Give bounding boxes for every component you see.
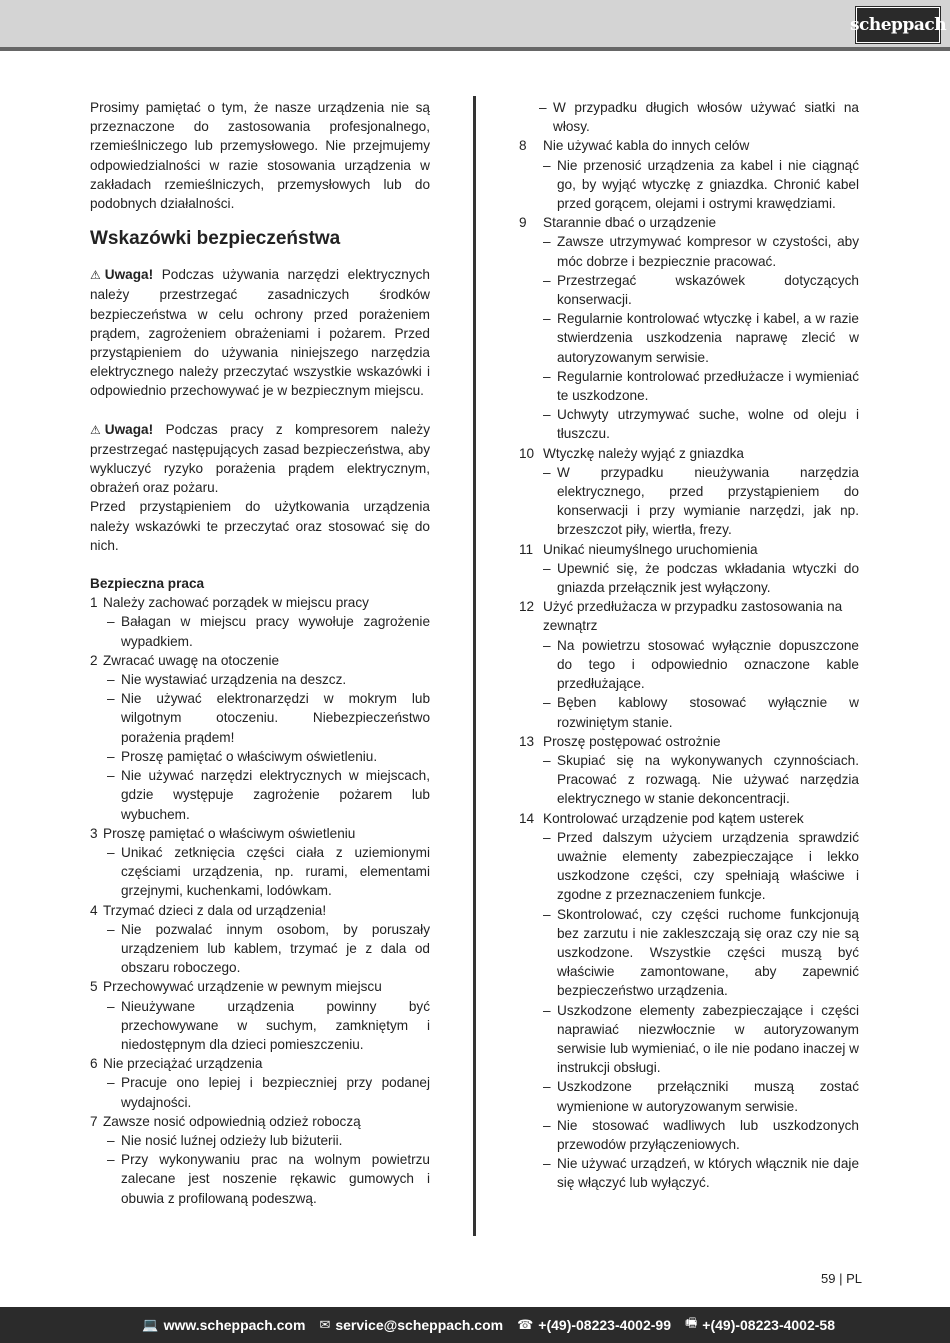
warning-label: Uwaga!	[104, 267, 154, 283]
list-bullet	[519, 463, 859, 540]
item-title: Starannie dbać o urządzenie	[543, 215, 717, 231]
dash-marker: –	[107, 1075, 115, 1091]
numbered-item	[519, 444, 859, 463]
item-title: Nie przeciążać urządzenia	[103, 1056, 263, 1072]
item-number: 13	[519, 733, 535, 749]
envelope-icon: ✉	[319, 1317, 331, 1332]
bullet-text: Proszę pamiętać o właściwym oświetleniu.	[121, 748, 378, 764]
bullet-text: Nie wystawiać urządzenia na deszcz.	[121, 672, 347, 688]
dash-marker: –	[543, 368, 551, 384]
list-bullet	[519, 1154, 859, 1192]
dash-marker: –	[107, 691, 115, 707]
footer-email[interactable]	[319, 1317, 503, 1333]
bullet-text: Skupiać się na wykonywanych czynnościach. Pracować z rozwagą. Nie używać narzędzia elektrycznego w stanie dekoncentracji.	[557, 752, 859, 807]
item-title: Kontrolować urządzenie pod kątem usterek	[543, 810, 804, 826]
item-number: 4	[90, 902, 98, 918]
item-number: 8	[519, 138, 527, 154]
item-number: 14	[519, 810, 535, 826]
bullet-text: Pracuje ono lepiej i bezpieczniej przy podanej wydajności.	[121, 1075, 430, 1110]
numbered-item	[90, 901, 430, 920]
list-bullet	[519, 309, 859, 367]
item-number: 2	[90, 652, 98, 668]
item-title: Nie używać kabla do innych celów	[543, 138, 750, 154]
numbered-item	[90, 824, 430, 843]
item-number: 9	[519, 215, 527, 231]
numbered-item	[519, 732, 859, 751]
dash-marker: –	[543, 752, 551, 768]
bullet-text: Bęben kablowy stosować wyłącznie w rozwiniętym stanie.	[557, 695, 859, 730]
list-bullet	[90, 920, 430, 978]
warning-triangle-icon: ⚠	[90, 268, 101, 283]
item-title: Zwracać uwagę na otoczenie	[103, 652, 280, 668]
item-title: Należy zachować porządek w miejscu pracy	[103, 595, 369, 611]
dash-marker: –	[543, 1079, 551, 1095]
item-title: Wtyczkę należy wyjąć z gniazdka	[543, 445, 744, 461]
item-title: Trzymać dzieci z dala od urządzenia!	[103, 902, 327, 918]
item-number: 5	[90, 979, 98, 995]
footer-web[interactable]	[142, 1317, 305, 1333]
list-bullet	[519, 405, 859, 443]
item-title: Unikać nieumyślnego uruchomienia	[543, 541, 758, 557]
list-bullet	[90, 1131, 430, 1150]
dash-marker: –	[107, 614, 115, 630]
page-number: 59 | PL	[821, 1271, 862, 1286]
bullet-text: Nie stosować wadliwych lub uszkodzonych przewodów przyłączeniowych.	[557, 1117, 859, 1152]
item-number: 12	[519, 599, 535, 615]
list-bullet	[90, 612, 430, 650]
right-item-list	[519, 136, 859, 1192]
section-heading: Wskazówki bezpieczeństwa	[90, 228, 341, 250]
footer-phone-text: +(49)-08223-4002-99	[538, 1317, 671, 1333]
numbered-item	[90, 1112, 430, 1131]
intro-paragraph: Prosimy pamiętać o tym, że nasze urządzenia nie są przeznaczone do zastosowania profesjonalnego, rzemieślniczego lub przemysłowego. Nie przejmujemy odpowiedzialności w razie stosowania urządzenia w zakładach rzemieślniczych, przemysłowych lub do podobnych działalności.	[90, 100, 430, 212]
numbered-item	[519, 540, 859, 559]
item-title: Proszę postępować ostrożnie	[543, 733, 721, 749]
dash-marker: –	[107, 844, 115, 860]
bullet-text: Uchwyty utrzymywać suche, wolne od oleju i tłuszczu.	[557, 407, 859, 442]
bullet-text: Nie używać urządzeń, w których włącznik nie daje się włączyć lub wyłączyć.	[557, 1156, 859, 1191]
warning-text: Podczas używania narzędzi elektrycznych należy przestrzegać zasadniczych środków bezpieczeństwa w celu ochrony przed porażeniem prądem, zagrożeniem obrażeniami i pożarem. Przed przystąpieniem do używania niniejszego narzędzia elektrycznego należy przeczytać wszystkie wskazówki i odpowiednio przechowywać je w bezpiecznym miejscu.	[90, 267, 430, 399]
bullet-text: Unikać zetknięcia części ciała z uziemionymi częściami urządzenia, np. rurami, elementami grzejnymi, kuchenkami, lodówkam.	[121, 844, 430, 899]
warning-paragraph-2b: Przed przystąpieniem do użytkowania urządzenia należy wskazówki te przeczytać oraz stosować się do nich.	[90, 499, 430, 553]
subheading: Bezpieczna praca	[90, 576, 205, 592]
footer-phone[interactable]	[517, 1317, 671, 1333]
list-bullet	[519, 751, 859, 809]
footer-email-text: service@scheppach.com	[335, 1317, 504, 1333]
list-bullet	[519, 693, 859, 731]
bullet-text: Skontrolować, czy części ruchome funkcjonują bez zarzutu i nie zakleszczają się oraz czy nie są uszkodzone. Wszystkie części muszą być właściwie zamontowane, aby zapewnić bezpieczeństwo urządzenia.	[557, 906, 859, 999]
bullet-text: Przed dalszym użyciem urządzenia sprawdzić uważnie elementy zabezpieczające i lekko uszkodzone części, czy spełniają właściwe i zgodne z przeznaczeniem funkcje.	[557, 829, 859, 903]
dash-marker: –	[107, 672, 115, 688]
warning-text: Podczas pracy z kompresorem należy przestrzegać następujących zasad bezpieczeństwa, aby wykluczyć ryzyko porażenia prądem elektrycznym, obrażeń oraz pożaru.	[90, 421, 430, 496]
list-bullet	[519, 156, 859, 214]
column-divider	[473, 96, 476, 1236]
dash-marker: –	[543, 407, 551, 423]
bullet-text: Nie używać elektronarzędzi w mokrym lub wilgotnym otoczeniu. Niebezpieczeństwo porażenia prądem!	[121, 691, 430, 745]
dash-marker: –	[543, 272, 551, 288]
item-number: 3	[90, 825, 98, 841]
item-number: 6	[90, 1056, 98, 1072]
list-bullet	[90, 747, 430, 766]
numbered-item	[90, 651, 430, 670]
dash-marker: –	[543, 637, 551, 653]
footer-bar	[0, 1307, 950, 1343]
list-bullet	[90, 766, 430, 824]
numbered-item	[519, 597, 859, 635]
bullet-text: Nie pozwalać innym osobom, by poruszały urządzeniem lub kablem, trzymać je z dala od obszaru roboczego.	[121, 921, 430, 976]
numbered-item	[90, 593, 430, 612]
numbered-item	[519, 809, 859, 828]
dash-marker: –	[543, 1156, 551, 1172]
list-bullet	[519, 905, 859, 1001]
bullet-text: Regularnie kontrolować przedłużacze i wymieniać te uszkodzone.	[557, 368, 859, 404]
list-bullet	[90, 1073, 430, 1111]
bullet-text: W przypadku długich włosów używać siatki na włosy.	[553, 100, 859, 135]
dash-marker: –	[107, 1132, 115, 1148]
list-bullet	[519, 367, 859, 405]
dash-marker: –	[543, 464, 551, 480]
bullet-text: Na powietrzu stosować wyłącznie dopuszczone do tego i odpowiednio oznaczone kable przedłużające.	[557, 637, 859, 692]
item-number: 1	[90, 595, 98, 611]
bullet-text: Uszkodzone elementy zabezpieczające i części naprawiać niezwłocznie w autoryzowanym serwisie lub wymieniać, o ile nie podano inaczej w instrukcji obsługi.	[557, 1002, 859, 1076]
list-bullet	[519, 828, 859, 905]
dash-marker: –	[543, 829, 551, 845]
bullet-text: Nie nosić luźnej odzieży lub biżuterii.	[121, 1132, 343, 1148]
bullet-text: Zawsze utrzymywać kompresor w czystości, aby móc dobrze i bezpiecznie pracować.	[557, 234, 859, 269]
list-bullet	[519, 271, 859, 309]
dash-marker: –	[107, 1152, 115, 1168]
bullet-text: Nieużywane urządzenia powinny być przechowywane w suchym, zamkniętym i niedostępnym dla dzieci pomieszczeniu.	[121, 998, 430, 1052]
numbered-item	[90, 977, 430, 996]
dash-marker: –	[107, 748, 115, 764]
item-number: 7	[90, 1113, 98, 1129]
dash-marker: –	[539, 100, 547, 115]
warning-paragraph-1	[90, 265, 430, 400]
dash-marker: –	[543, 906, 551, 922]
bullet-text: Upewnić się, że podczas wkładania wtyczki do gniazda przełącznik jest wyłączony.	[557, 560, 859, 596]
dash-marker: –	[107, 998, 115, 1014]
item-number: 10	[519, 445, 535, 461]
dash-marker: –	[543, 311, 551, 327]
list-bullet	[519, 636, 859, 694]
warning-label: Uwaga!	[104, 421, 154, 437]
phone-icon: ☎	[517, 1317, 534, 1332]
footer-web-text: www.scheppach.com	[163, 1317, 306, 1333]
list-bullet	[90, 670, 430, 689]
left-item-list	[90, 593, 430, 1208]
numbered-item	[519, 136, 859, 155]
dash-marker: –	[543, 1117, 551, 1133]
dash-marker: –	[543, 1002, 551, 1018]
dash-marker: –	[543, 234, 551, 250]
warning-triangle-icon: ⚠	[90, 422, 101, 437]
list-bullet	[90, 689, 430, 747]
bullet-text: Przy wykonywaniu prac na wolnym powietrzu zalecane jest noszenie rękawic gumowych i obuwia z profilowaną podeszwą.	[121, 1152, 430, 1206]
list-bullet	[90, 843, 430, 901]
bullet-text: Bałagan w miejscu pracy wywołuje zagrożenie wypadkiem.	[121, 614, 430, 649]
dash-marker: –	[107, 768, 115, 784]
item-number: 11	[519, 541, 534, 557]
bullet-text: Przestrzegać wskazówek dotyczących konserwacji.	[557, 272, 859, 308]
left-column	[90, 98, 430, 1208]
fax-icon: 🖷	[685, 1315, 698, 1330]
dash-marker: –	[107, 921, 115, 937]
list-bullet	[519, 98, 859, 136]
numbered-item	[519, 213, 859, 232]
right-column	[519, 98, 859, 1193]
bullet-text: Nie używać narzędzi elektrycznych w miejscach, gdzie występuje zagrożenie pożarem lub wybuchem.	[121, 768, 430, 822]
scheppach-logo: scheppach	[856, 7, 940, 43]
numbered-item	[90, 1054, 430, 1073]
item-title: Zawsze nosić odpowiednią odzież roboczą	[103, 1113, 361, 1129]
computer-icon: 💻	[142, 1317, 159, 1332]
dash-marker: –	[543, 695, 551, 711]
list-bullet	[519, 232, 859, 270]
footer-fax[interactable]	[685, 1314, 835, 1336]
list-bullet	[519, 1001, 859, 1078]
warning-paragraph-2	[90, 420, 430, 498]
header-rule	[0, 47, 950, 51]
list-bullet	[519, 559, 859, 597]
dash-marker: –	[543, 157, 551, 173]
footer-fax-text: +(49)-08223-4002-58	[702, 1317, 835, 1333]
list-bullet	[519, 1116, 859, 1154]
dash-marker: –	[543, 560, 551, 576]
list-bullet	[90, 1150, 430, 1208]
item-title: Proszę pamiętać o właściwym oświetleniu	[103, 825, 356, 841]
bullet-text: W przypadku nieużywania narzędzia elektrycznego, przed przystąpieniem do konserwacji i przy wymianie narzędzi, jak np. brzeszczot piły, wiertła, frezy.	[557, 464, 859, 538]
list-bullet	[90, 997, 430, 1055]
item-title: Użyć przedłużacza w przypadku zastosowania na zewnątrz	[543, 599, 843, 634]
bullet-text: Uszkodzone przełączniki muszą zostać wymienione w autoryzowanym serwisie.	[557, 1079, 859, 1114]
bullet-text: Regularnie kontrolować wtyczkę i kabel, a w razie stwierdzenia uszkodzenia naprawę zlecić w autoryzowanym serwisie.	[557, 311, 859, 365]
bullet-text: Nie przenosić urządzenia za kabel i nie ciągnąć go, by wyjąć wtyczkę z gniazdka. Chronić kabel przed gorącem, olejami i ostrymi krawędziami.	[557, 157, 859, 212]
list-bullet	[519, 1077, 859, 1115]
header-bar	[0, 0, 950, 47]
item-title: Przechowywać urządzenie w pewnym miejscu	[103, 979, 382, 995]
